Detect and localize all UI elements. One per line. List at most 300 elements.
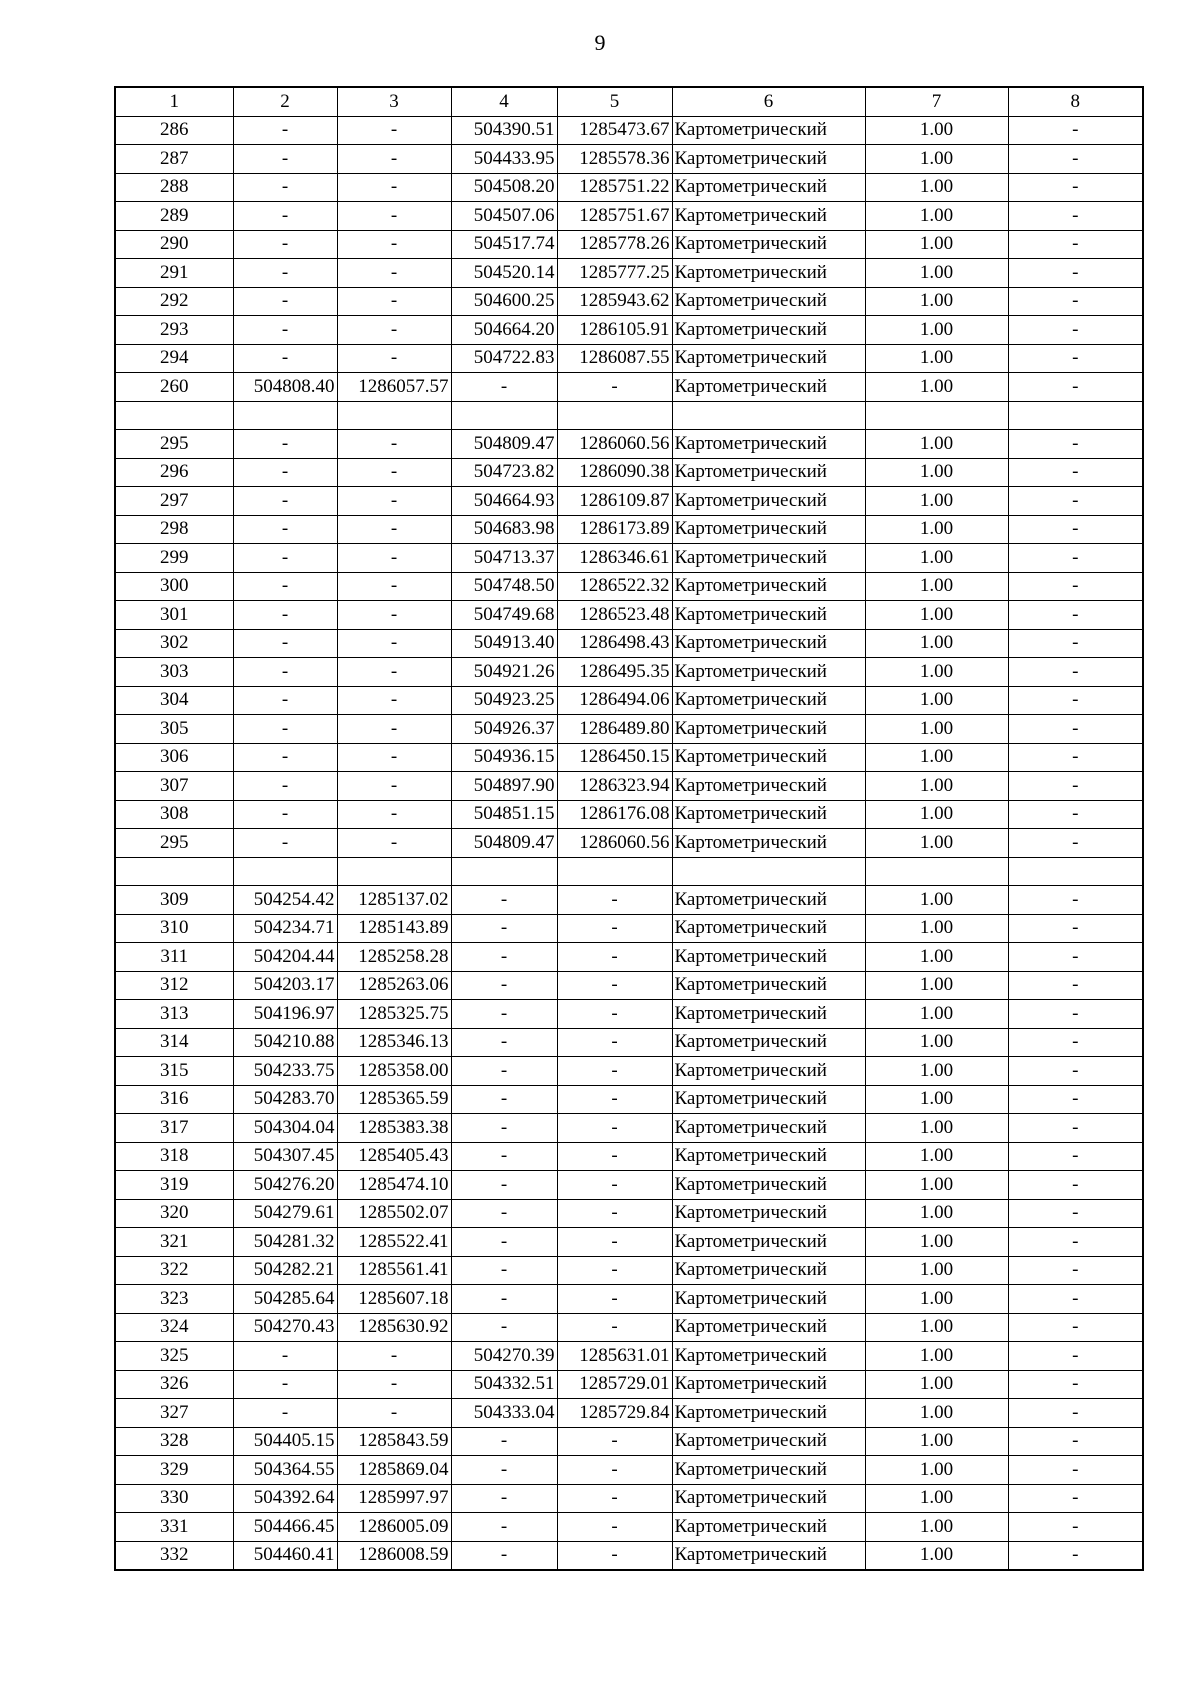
table-cell: - <box>451 1000 557 1029</box>
table-cell: - <box>337 515 451 544</box>
table-cell: - <box>1008 344 1143 373</box>
table-cell: Картометрический <box>672 287 865 316</box>
table-cell: - <box>557 1313 672 1342</box>
table-row <box>115 230 1143 259</box>
table-cell: 315 <box>115 1057 233 1086</box>
table-cell: 1285777.25 <box>557 259 672 288</box>
table-cell: 504270.39 <box>451 1342 557 1371</box>
table-cell: 302 <box>115 629 233 658</box>
table-cell: 504600.25 <box>451 287 557 316</box>
table-cell: - <box>233 1342 337 1371</box>
table-cell: 1.00 <box>865 629 1008 658</box>
table-cell: 1.00 <box>865 1142 1008 1171</box>
table-cell: 1285729.01 <box>557 1370 672 1399</box>
table-cell: - <box>1008 1456 1143 1485</box>
table-cell: 504808.40 <box>233 373 337 402</box>
table-cell: - <box>1008 1370 1143 1399</box>
table-row <box>115 458 1143 487</box>
table-cell: 307 <box>115 772 233 801</box>
table-cell: - <box>1008 1256 1143 1285</box>
table-cell: 292 <box>115 287 233 316</box>
table-cell: 297 <box>115 487 233 516</box>
table-cell: - <box>557 1028 672 1057</box>
table-cell: 1.00 <box>865 1171 1008 1200</box>
table-row <box>115 344 1143 373</box>
table-cell: 1.00 <box>865 772 1008 801</box>
table-cell: 328 <box>115 1427 233 1456</box>
table-cell: 1.00 <box>865 145 1008 174</box>
table-cell: 1285843.59 <box>337 1427 451 1456</box>
table-cell: Картометрический <box>672 1313 865 1342</box>
table-cell: 504333.04 <box>451 1399 557 1428</box>
table-cell: 504282.21 <box>233 1256 337 1285</box>
table-cell: - <box>337 772 451 801</box>
table-cell: 1286105.91 <box>557 316 672 345</box>
table-cell: 504722.83 <box>451 344 557 373</box>
table-cell: - <box>1008 1313 1143 1342</box>
table-row <box>115 715 1143 744</box>
table-cell: - <box>1008 544 1143 573</box>
table-cell <box>451 857 557 886</box>
table-row <box>115 1142 1143 1171</box>
table-cell: - <box>1008 1199 1143 1228</box>
table-row <box>115 487 1143 516</box>
table-cell: 1.00 <box>865 116 1008 145</box>
table-cell: 504520.14 <box>451 259 557 288</box>
table-cell: - <box>233 173 337 202</box>
table-cell: Картометрический <box>672 1028 865 1057</box>
table-cell: 1.00 <box>865 1513 1008 1542</box>
table-row <box>115 1114 1143 1143</box>
table-cell: 291 <box>115 259 233 288</box>
table-cell: Картометрический <box>672 572 865 601</box>
table-row <box>115 515 1143 544</box>
table-row <box>115 914 1143 943</box>
table-cell: - <box>557 1171 672 1200</box>
table-cell: Картометрический <box>672 1085 865 1114</box>
table-cell: 1.00 <box>865 686 1008 715</box>
table-cell: 332 <box>115 1541 233 1570</box>
table-cell: - <box>1008 914 1143 943</box>
table-cell: 504749.68 <box>451 601 557 630</box>
table-cell: 504283.70 <box>233 1085 337 1114</box>
table-cell: 504508.20 <box>451 173 557 202</box>
table-cell: 1286008.59 <box>337 1541 451 1570</box>
table-cell: 1.00 <box>865 1057 1008 1086</box>
table-cell: 1285631.01 <box>557 1342 672 1371</box>
table-cell: 314 <box>115 1028 233 1057</box>
table-cell: - <box>1008 772 1143 801</box>
table-cell: 504517.74 <box>451 230 557 259</box>
table-cell: - <box>451 1142 557 1171</box>
table-cell: 310 <box>115 914 233 943</box>
table-cell: Картометрический <box>672 772 865 801</box>
table-cell: Картометрический <box>672 829 865 858</box>
table-cell: Картометрический <box>672 1114 865 1143</box>
table-cell: - <box>1008 1541 1143 1570</box>
table-cell <box>672 401 865 430</box>
table-cell: - <box>337 743 451 772</box>
table-cell: Картометрический <box>672 145 865 174</box>
table-cell: - <box>337 487 451 516</box>
table-cell: - <box>1008 287 1143 316</box>
table-cell: 290 <box>115 230 233 259</box>
table-cell: 504234.71 <box>233 914 337 943</box>
table-cell: 1285630.92 <box>337 1313 451 1342</box>
table-cell: Картометрический <box>672 1370 865 1399</box>
table-cell: Картометрический <box>672 430 865 459</box>
table-cell: 504809.47 <box>451 430 557 459</box>
table-cell: 504204.44 <box>233 943 337 972</box>
table-cell: 287 <box>115 145 233 174</box>
table-row <box>115 544 1143 573</box>
table-cell: 1285522.41 <box>337 1228 451 1257</box>
table-row <box>115 1456 1143 1485</box>
table-cell: 309 <box>115 886 233 915</box>
table-cell: - <box>1008 1142 1143 1171</box>
table-cell: - <box>337 173 451 202</box>
table-cell: - <box>1008 572 1143 601</box>
table-cell: 504196.97 <box>233 1000 337 1029</box>
table-cell: 1.00 <box>865 1313 1008 1342</box>
table-cell: - <box>1008 487 1143 516</box>
table-cell: Картометрический <box>672 259 865 288</box>
table-cell: 1285143.89 <box>337 914 451 943</box>
table-cell: 1285997.97 <box>337 1484 451 1513</box>
table-cell: 1286087.55 <box>557 344 672 373</box>
table-cell: 1.00 <box>865 914 1008 943</box>
table-cell: Картометрический <box>672 971 865 1000</box>
table-cell: 1285383.38 <box>337 1114 451 1143</box>
table-cell: 1.00 <box>865 458 1008 487</box>
table-cell: 504466.45 <box>233 1513 337 1542</box>
table-cell: - <box>233 743 337 772</box>
table-cell: - <box>1008 743 1143 772</box>
table-cell: Картометрический <box>672 1000 865 1029</box>
table-cell: 1285473.67 <box>557 116 672 145</box>
table-cell: - <box>1008 1114 1143 1143</box>
table-cell: 324 <box>115 1313 233 1342</box>
table-cell: - <box>1008 1000 1143 1029</box>
table-row <box>115 1399 1143 1428</box>
table-cell: 504664.93 <box>451 487 557 516</box>
table-cell: Картометрический <box>672 1199 865 1228</box>
column-header: 1 <box>115 87 233 116</box>
table-cell: 1.00 <box>865 743 1008 772</box>
table-cell: 504926.37 <box>451 715 557 744</box>
table-cell: 1286005.09 <box>337 1513 451 1542</box>
table-cell: - <box>1008 202 1143 231</box>
table-cell: Картометрический <box>672 1513 865 1542</box>
table-cell: Картометрический <box>672 458 865 487</box>
table-cell: - <box>1008 173 1143 202</box>
table-cell: 504304.04 <box>233 1114 337 1143</box>
table-row <box>115 401 1143 430</box>
table-cell: 504210.88 <box>233 1028 337 1057</box>
table-cell: - <box>233 344 337 373</box>
table-row <box>115 857 1143 886</box>
table-row <box>115 145 1143 174</box>
table-cell: 1.00 <box>865 287 1008 316</box>
table-cell: Картометрический <box>672 1484 865 1513</box>
table-cell: - <box>1008 601 1143 630</box>
table-cell: - <box>337 1370 451 1399</box>
table-cell: 1285263.06 <box>337 971 451 1000</box>
table-cell: 1.00 <box>865 1114 1008 1143</box>
table-cell: 1286109.87 <box>557 487 672 516</box>
table-cell: - <box>1008 515 1143 544</box>
table-cell: 1.00 <box>865 1456 1008 1485</box>
column-header: 7 <box>865 87 1008 116</box>
table-cell: 327 <box>115 1399 233 1428</box>
table-cell: - <box>557 1456 672 1485</box>
table-cell: 1285607.18 <box>337 1285 451 1314</box>
table-cell: 1.00 <box>865 1541 1008 1570</box>
table-row <box>115 202 1143 231</box>
table-cell: 318 <box>115 1142 233 1171</box>
table-cell: - <box>337 800 451 829</box>
table-cell: 295 <box>115 430 233 459</box>
table-cell: - <box>451 1484 557 1513</box>
table-cell: Картометрический <box>672 544 865 573</box>
table-cell: - <box>557 1256 672 1285</box>
table-cell: 1285751.67 <box>557 202 672 231</box>
table-cell: - <box>233 1399 337 1428</box>
column-header: 6 <box>672 87 865 116</box>
table-row <box>115 430 1143 459</box>
table-cell: - <box>451 373 557 402</box>
table-cell: 504270.43 <box>233 1313 337 1342</box>
table-cell: 331 <box>115 1513 233 1542</box>
table-cell: 1286494.06 <box>557 686 672 715</box>
table-cell: 299 <box>115 544 233 573</box>
table-cell: - <box>233 772 337 801</box>
table-cell: 1.00 <box>865 1085 1008 1114</box>
table-cell: 322 <box>115 1256 233 1285</box>
table-cell: 289 <box>115 202 233 231</box>
table-body <box>115 87 1143 1570</box>
table-row <box>115 1370 1143 1399</box>
table-cell: - <box>337 259 451 288</box>
table-cell: 504923.25 <box>451 686 557 715</box>
table-cell: 504203.17 <box>233 971 337 1000</box>
table-cell: 1.00 <box>865 800 1008 829</box>
table-cell: - <box>337 1399 451 1428</box>
page-number: 9 <box>594 30 606 55</box>
table-cell: 504392.64 <box>233 1484 337 1513</box>
table-row <box>115 1228 1143 1257</box>
table-cell: - <box>1008 1057 1143 1086</box>
table-cell: 1.00 <box>865 572 1008 601</box>
column-header: 3 <box>337 87 451 116</box>
table-cell: - <box>451 1513 557 1542</box>
table-cell: 306 <box>115 743 233 772</box>
table-cell: 504364.55 <box>233 1456 337 1485</box>
table-cell: - <box>1008 800 1143 829</box>
table-cell: - <box>1008 116 1143 145</box>
table-cell: - <box>1008 458 1143 487</box>
table-cell: - <box>337 572 451 601</box>
table-row <box>115 1541 1143 1570</box>
table-cell: 1286346.61 <box>557 544 672 573</box>
table-cell: 303 <box>115 658 233 687</box>
table-cell: 296 <box>115 458 233 487</box>
table-cell: Картометрический <box>672 743 865 772</box>
column-header: 8 <box>1008 87 1143 116</box>
table-cell: - <box>557 1484 672 1513</box>
table-cell: 1.00 <box>865 1285 1008 1314</box>
table-cell: 504748.50 <box>451 572 557 601</box>
table-cell: - <box>451 886 557 915</box>
table-cell: 504332.51 <box>451 1370 557 1399</box>
table-cell: - <box>1008 1028 1143 1057</box>
table-cell: 1.00 <box>865 601 1008 630</box>
table-cell: Картометрический <box>672 601 865 630</box>
table-row <box>115 743 1143 772</box>
table-cell: - <box>451 943 557 972</box>
table-cell: 504279.61 <box>233 1199 337 1228</box>
table-cell <box>115 401 233 430</box>
table-cell: Картометрический <box>672 373 865 402</box>
table-cell: - <box>1008 230 1143 259</box>
table-cell: Картометрический <box>672 1142 865 1171</box>
column-header: 4 <box>451 87 557 116</box>
table-cell: 1285561.41 <box>337 1256 451 1285</box>
table-cell: 504405.15 <box>233 1427 337 1456</box>
table-cell: 1.00 <box>865 1370 1008 1399</box>
table-cell: - <box>1008 1171 1143 1200</box>
table-cell: 313 <box>115 1000 233 1029</box>
table-cell: - <box>1008 1285 1143 1314</box>
table-cell: 504936.15 <box>451 743 557 772</box>
table-cell: 330 <box>115 1484 233 1513</box>
table-row <box>115 943 1143 972</box>
table-cell: - <box>337 230 451 259</box>
table-cell: 504713.37 <box>451 544 557 573</box>
table-cell: 1.00 <box>865 829 1008 858</box>
table-cell: Картометрический <box>672 1171 865 1200</box>
table-cell: 1.00 <box>865 1028 1008 1057</box>
table-cell: 1286173.89 <box>557 515 672 544</box>
table-cell: 329 <box>115 1456 233 1485</box>
table-cell: 504809.47 <box>451 829 557 858</box>
table-cell: 504233.75 <box>233 1057 337 1086</box>
table-cell: 316 <box>115 1085 233 1114</box>
table-cell: - <box>451 971 557 1000</box>
table-cell: - <box>337 316 451 345</box>
table-cell: - <box>557 1085 672 1114</box>
table-cell <box>233 401 337 430</box>
table-cell: 1285751.22 <box>557 173 672 202</box>
table-cell: Картометрический <box>672 487 865 516</box>
table-cell: 1.00 <box>865 715 1008 744</box>
table-cell: Картометрический <box>672 1057 865 1086</box>
table-cell: - <box>233 800 337 829</box>
table-cell: - <box>451 914 557 943</box>
table-cell: - <box>451 1285 557 1314</box>
table-cell: Картометрический <box>672 202 865 231</box>
table-cell: Картометрический <box>672 686 865 715</box>
table-cell: 1285365.59 <box>337 1085 451 1114</box>
table-cell: - <box>337 145 451 174</box>
table-cell: Картометрический <box>672 173 865 202</box>
table-cell: - <box>451 1085 557 1114</box>
table-cell: - <box>233 601 337 630</box>
table-cell: 312 <box>115 971 233 1000</box>
table-cell: 1285325.75 <box>337 1000 451 1029</box>
table-cell: 1.00 <box>865 259 1008 288</box>
table-cell: - <box>557 1199 672 1228</box>
table-cell: - <box>557 1285 672 1314</box>
table-cell: 1286489.80 <box>557 715 672 744</box>
table-cell: - <box>337 458 451 487</box>
table-cell <box>557 401 672 430</box>
table-cell: - <box>1008 316 1143 345</box>
column-header: 2 <box>233 87 337 116</box>
table-cell <box>451 401 557 430</box>
table-cell: Картометрический <box>672 1541 865 1570</box>
table-header-row <box>115 87 1143 116</box>
table-cell: 1285346.13 <box>337 1028 451 1057</box>
table-cell: - <box>337 715 451 744</box>
table-cell: 298 <box>115 515 233 544</box>
table-row <box>115 572 1143 601</box>
table-cell: 1286498.43 <box>557 629 672 658</box>
table-cell: 286 <box>115 116 233 145</box>
table-cell: - <box>1008 715 1143 744</box>
table-cell: - <box>233 259 337 288</box>
table-cell: 504507.06 <box>451 202 557 231</box>
table-cell: - <box>557 1513 672 1542</box>
table-cell: 308 <box>115 800 233 829</box>
table-cell: 504285.64 <box>233 1285 337 1314</box>
table-cell: Картометрический <box>672 116 865 145</box>
table-cell: - <box>337 430 451 459</box>
table-cell <box>233 857 337 886</box>
table-cell: - <box>557 1228 672 1257</box>
table-cell: - <box>233 572 337 601</box>
table-cell: 1285137.02 <box>337 886 451 915</box>
table-cell: 504683.98 <box>451 515 557 544</box>
table-cell: - <box>233 430 337 459</box>
table-cell: - <box>337 1342 451 1371</box>
table-cell: - <box>1008 629 1143 658</box>
table-cell: - <box>233 316 337 345</box>
table-cell: 317 <box>115 1114 233 1143</box>
table-row <box>115 772 1143 801</box>
table-cell: 294 <box>115 344 233 373</box>
table-cell: - <box>557 914 672 943</box>
table-cell: 1.00 <box>865 544 1008 573</box>
table-cell: - <box>233 629 337 658</box>
table-cell: 305 <box>115 715 233 744</box>
table-cell: Картометрический <box>672 230 865 259</box>
table-cell: 504851.15 <box>451 800 557 829</box>
table-cell: Картометрический <box>672 943 865 972</box>
table-cell: - <box>337 202 451 231</box>
table-cell: 1286060.56 <box>557 829 672 858</box>
table-cell: - <box>557 1427 672 1456</box>
table-cell: 504276.20 <box>233 1171 337 1200</box>
table-cell: - <box>557 1114 672 1143</box>
table-row <box>115 1342 1143 1371</box>
table-row <box>115 1028 1143 1057</box>
table-cell: - <box>451 1057 557 1086</box>
table-cell: - <box>451 1114 557 1143</box>
table-cell: - <box>1008 145 1143 174</box>
table-cell: - <box>233 487 337 516</box>
table-cell: - <box>1008 886 1143 915</box>
